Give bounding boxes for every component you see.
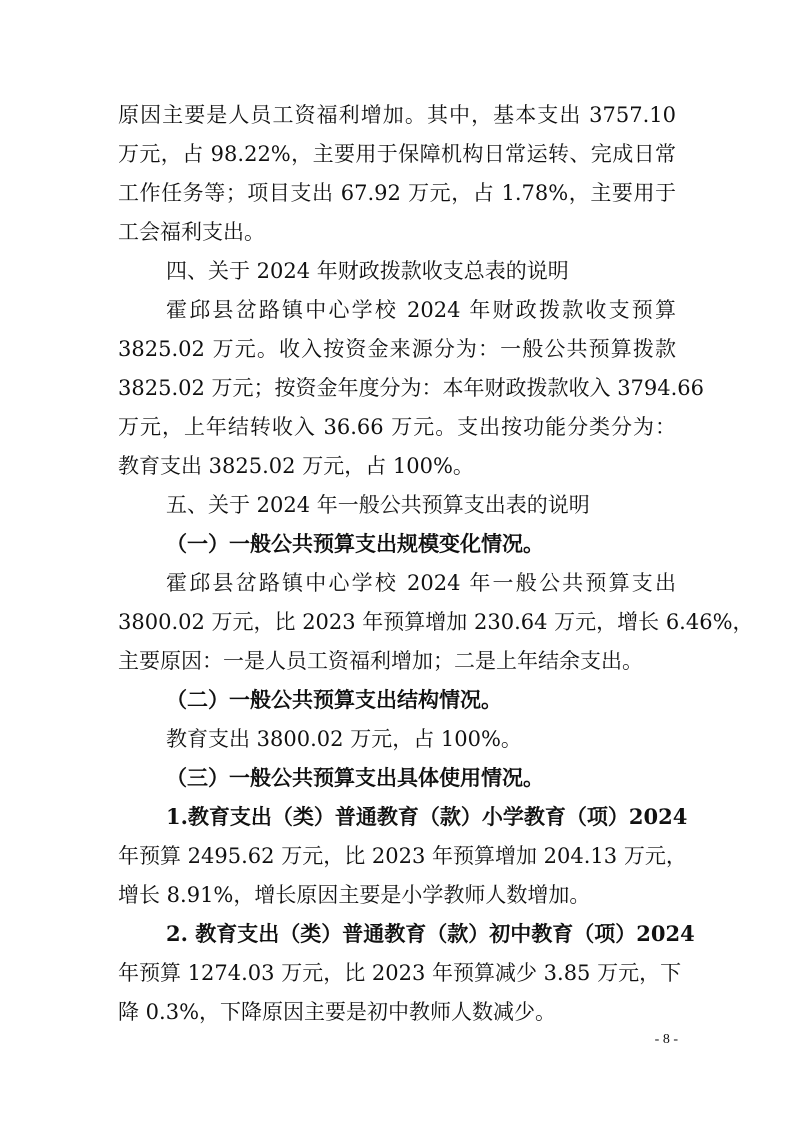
paragraph-line: 3825.02 万元；按资金年度分为：本年财政拨款收入 3794.66 [118, 376, 705, 400]
page-number: - 8 - [654, 1032, 678, 1047]
paragraph-line: 万元，上年结转收入 36.66 万元。支出按功能分类分为： [118, 415, 676, 439]
paragraph-line: 年预算 2495.62 万元，比 2023 年预算增加 204.13 万元， [118, 844, 687, 868]
paragraph-line: 3825.02 万元。收入按资金来源分为：一般公共预算拨款 [118, 337, 676, 361]
section-heading-4: 四、关于 2024 年财政拨款收支总表的说明 [166, 259, 569, 283]
paragraph-line: 工会福利支出。 [118, 220, 265, 244]
paragraph-line: 霍邱县岔路镇中心学校 2024 年财政拨款收支预算 [166, 298, 676, 322]
paragraph-line: 原因主要是人员工资福利增加。其中，基本支出 3757.10 [118, 103, 676, 127]
paragraph-line: 教育支出 3800.02 万元，占 100%。 [166, 727, 522, 751]
section-heading-5: 五、关于 2024 年一般公共预算支出表的说明 [166, 493, 590, 517]
paragraph-line: 降 0.3%，下降原因主要是初中教师人数减少。 [118, 1000, 557, 1024]
paragraph-line: 3800.02 万元，比 2023 年预算增加 230.64 万元，增长 6.46%， [118, 610, 754, 634]
paragraph-line: 霍邱县岔路镇中心学校 2024 年一般公共预算支出 [166, 571, 676, 595]
subsection-heading-2: （二）一般公共预算支出结构情况。 [166, 687, 502, 712]
item-heading-1: 1.教育支出（类）普通教育（款）小学教育（项）2024 [166, 804, 688, 829]
subsection-heading-1: （一）一般公共预算支出规模变化情况。 [166, 531, 544, 556]
paragraph-line: 增长 8.91%，增长原因主要是小学教师人数增加。 [118, 883, 591, 907]
paragraph-line: 年预算 1274.03 万元，比 2023 年预算减少 3.85 万元，下 [118, 961, 682, 985]
paragraph-line: 工作任务等；项目支出 67.92 万元，占 1.78%，主要用于 [118, 181, 676, 205]
item-heading-2: 2. 教育支出（类）普通教育（款）初中教育（项）2024 [166, 921, 695, 946]
paragraph-line: 教育支出 3825.02 万元，占 100%。 [118, 454, 474, 478]
paragraph-line: 主要原因：一是人员工资福利增加；二是上年结余支出。 [118, 649, 643, 673]
subsection-heading-3: （三）一般公共预算支出具体使用情况。 [166, 765, 544, 790]
paragraph-line: 万元，占 98.22%，主要用于保障机构日常运转、完成日常 [118, 142, 676, 166]
